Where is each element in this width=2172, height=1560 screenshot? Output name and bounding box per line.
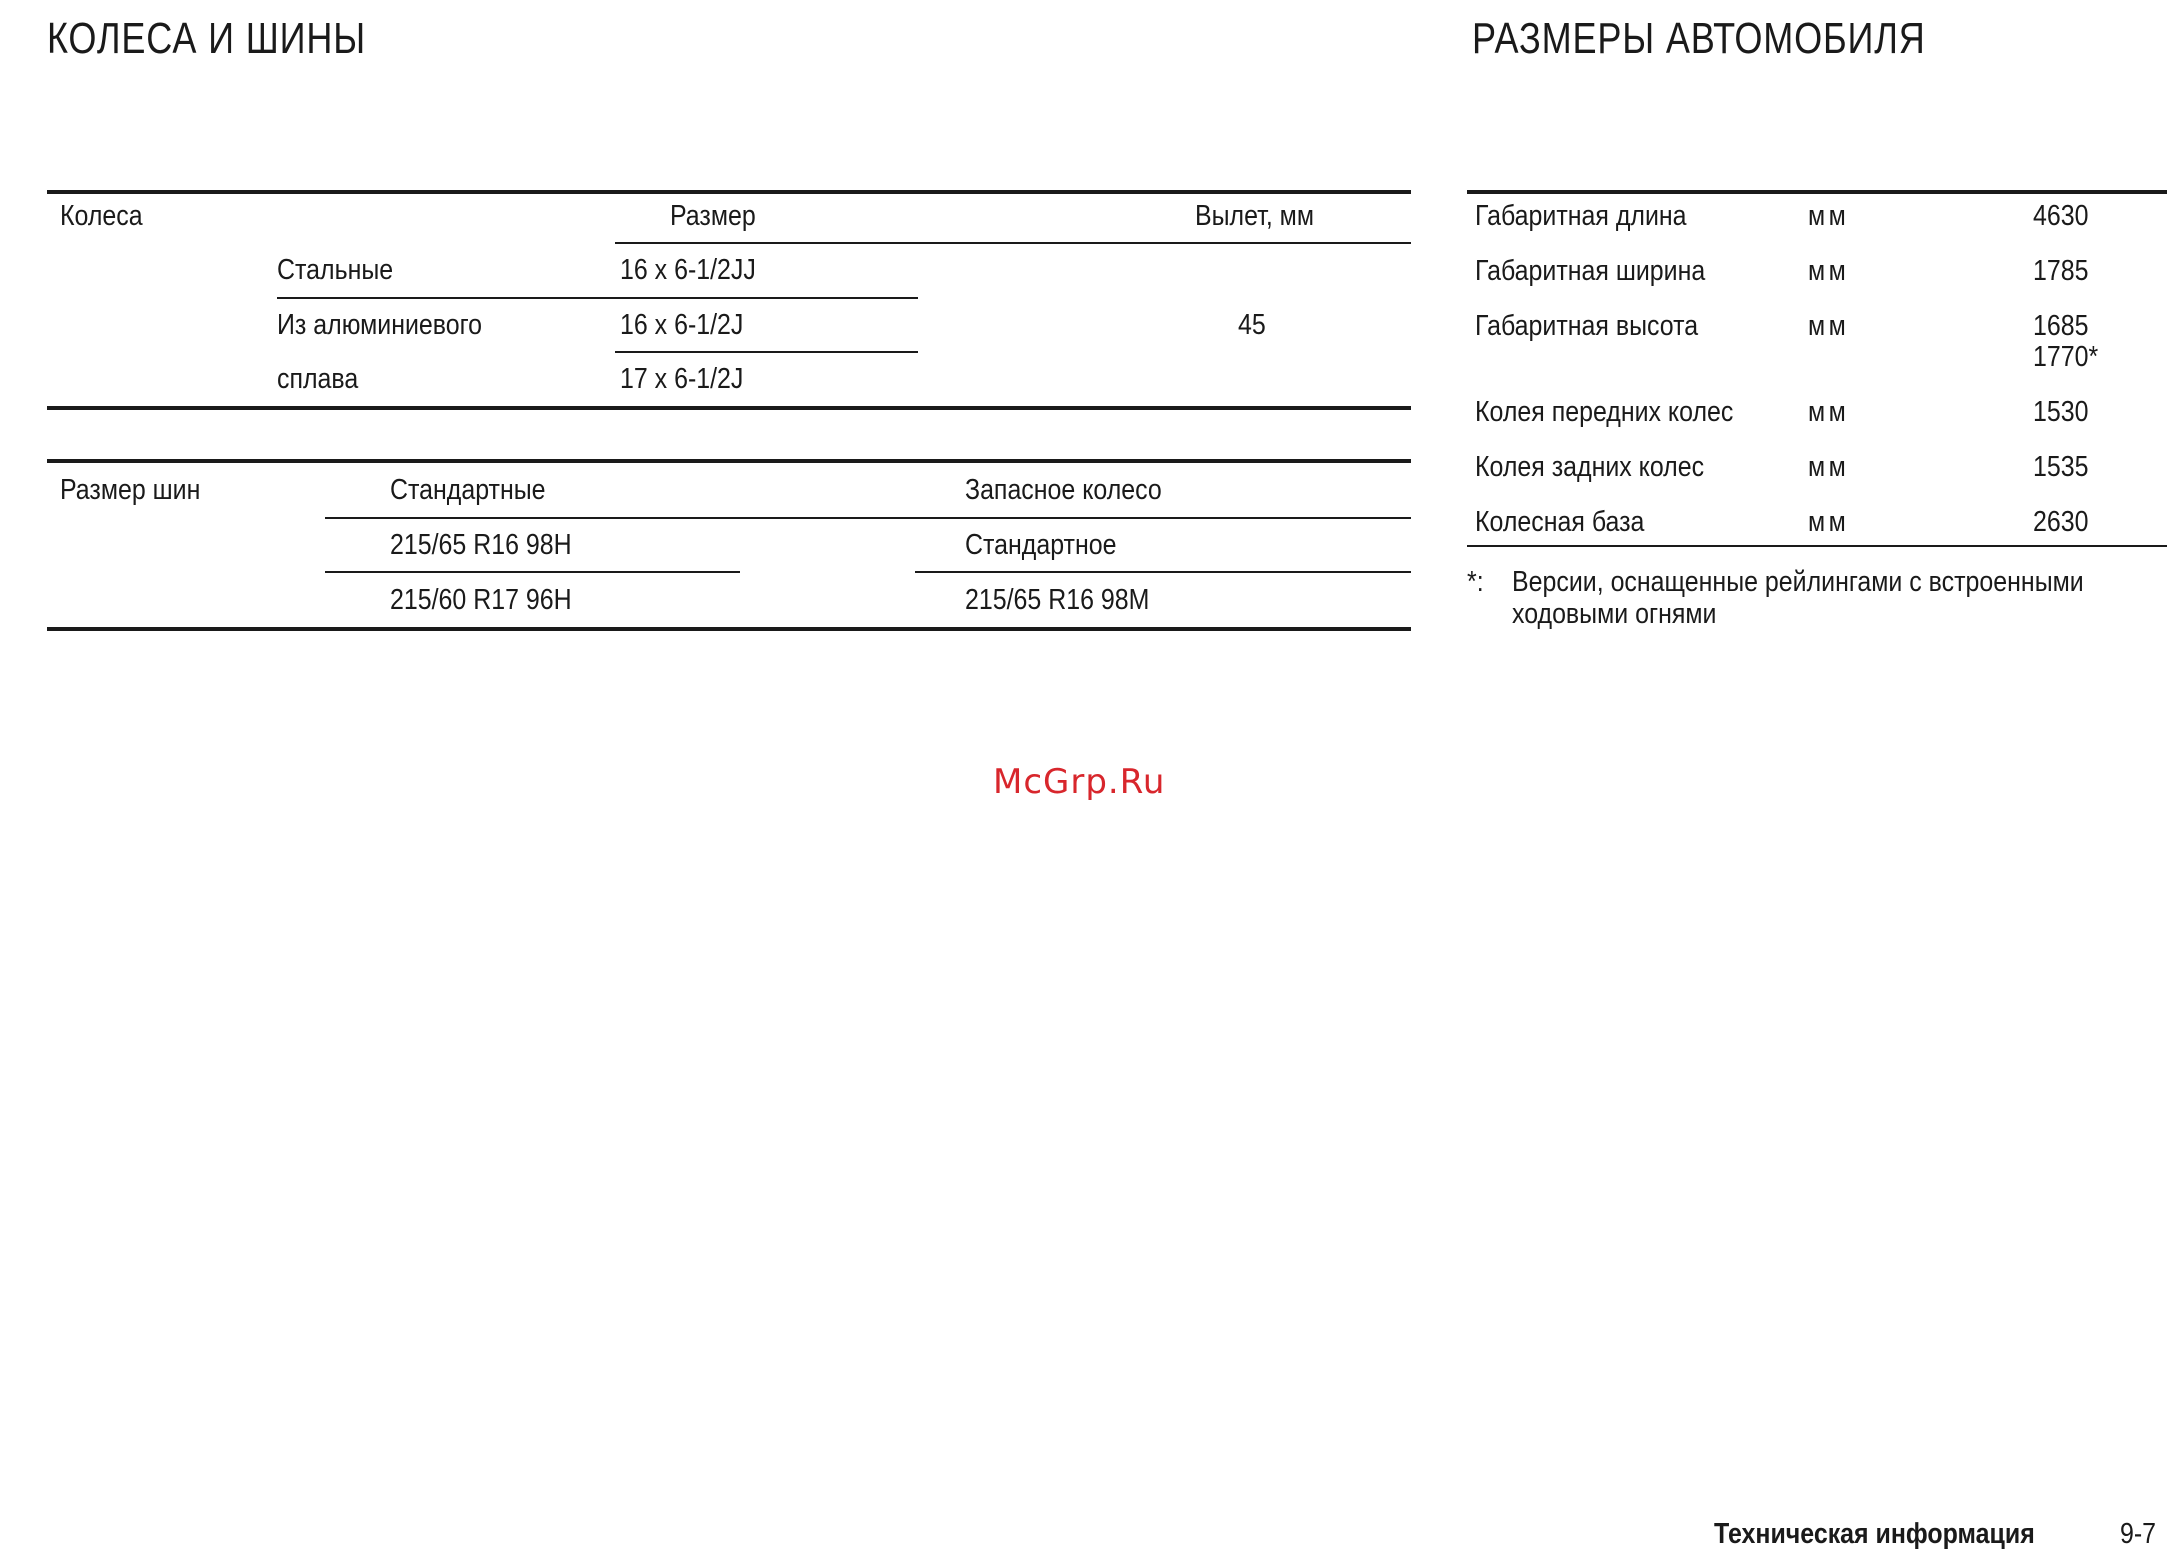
table-rule xyxy=(47,627,1411,631)
dimension-label: Габаритная длина xyxy=(1475,200,1687,232)
watermark: McGrp.Ru xyxy=(993,762,1166,802)
table-rule xyxy=(325,571,740,573)
wheel-size-cell: 17 x 6-1/2J xyxy=(620,363,744,395)
dimension-label: Габаритная высота xyxy=(1475,310,1699,342)
dimension-unit: мм xyxy=(1808,200,1850,232)
standard-header-label: Стандартные xyxy=(390,474,546,506)
wheel-type-cell: Стальные xyxy=(277,254,394,286)
table-rule xyxy=(1467,190,2167,194)
table-rule xyxy=(615,351,918,353)
dimension-label: Колея задних колес xyxy=(1475,451,1705,483)
dimension-unit: мм xyxy=(1808,310,1850,342)
dimension-unit: мм xyxy=(1808,396,1850,428)
size-header-label: Размер xyxy=(670,200,756,232)
page-number: 9-7 xyxy=(2120,1518,2157,1550)
table-rule xyxy=(47,406,1411,410)
wheel-type-cell: Из алюминиевого xyxy=(277,309,483,341)
table-rule xyxy=(915,571,1411,573)
dimension-unit: мм xyxy=(1808,255,1850,287)
footnote-text: ходовыми огнями xyxy=(1512,598,1717,630)
dimension-value: 1535 xyxy=(2033,451,2089,483)
dimension-unit: мм xyxy=(1808,506,1850,538)
dimension-label: Колесная база xyxy=(1475,506,1645,538)
standard-tire-cell: 215/65 R16 98H xyxy=(390,529,572,561)
offset-value-cell: 45 xyxy=(1238,309,1266,341)
wheels-header-label: Колеса xyxy=(60,200,143,232)
dimension-value: 1685 xyxy=(2033,310,2089,342)
table-rule xyxy=(325,517,1411,519)
table-rule xyxy=(47,459,1411,463)
spare-header-label: Запасное колесо xyxy=(965,474,1162,506)
dimension-value: 1785 xyxy=(2033,255,2089,287)
table-rule xyxy=(277,297,918,299)
dimension-value: 2630 xyxy=(2033,506,2089,538)
dimension-label: Габаритная ширина xyxy=(1475,255,1706,287)
dimension-value: 1530 xyxy=(2033,396,2089,428)
dimension-label: Колея передних колес xyxy=(1475,396,1734,428)
dimensions-section-title: РАЗМЕРЫ АВТОМОБИЛЯ xyxy=(1472,14,1926,63)
wheel-size-cell: 16 x 6-1/2JJ xyxy=(620,254,756,286)
spare-tire-cell: 215/65 R16 98M xyxy=(965,584,1150,616)
footnote-mark: *: xyxy=(1467,566,1484,598)
tire-size-header-label: Размер шин xyxy=(60,474,201,506)
wheel-type-cell: сплава xyxy=(277,363,359,395)
wheel-size-cell: 16 x 6-1/2J xyxy=(620,309,744,341)
standard-tire-cell: 215/60 R17 96H xyxy=(390,584,572,616)
footer-section-name: Техническая информация xyxy=(1714,1518,2035,1550)
offset-header-label: Вылет, мм xyxy=(1195,200,1314,232)
table-rule xyxy=(615,242,1411,244)
table-rule xyxy=(47,190,1411,194)
dimension-value-alt: 1770* xyxy=(2033,341,2099,373)
footnote-text: Версии, оснащенные рейлингами с встроенными xyxy=(1512,566,2084,598)
wheels-section-title: КОЛЕСА И ШИНЫ xyxy=(47,14,366,63)
table-rule xyxy=(1467,545,2167,547)
dimension-value: 4630 xyxy=(2033,200,2089,232)
dimension-unit: мм xyxy=(1808,451,1850,483)
spare-tire-cell: Стандартное xyxy=(965,529,1117,561)
